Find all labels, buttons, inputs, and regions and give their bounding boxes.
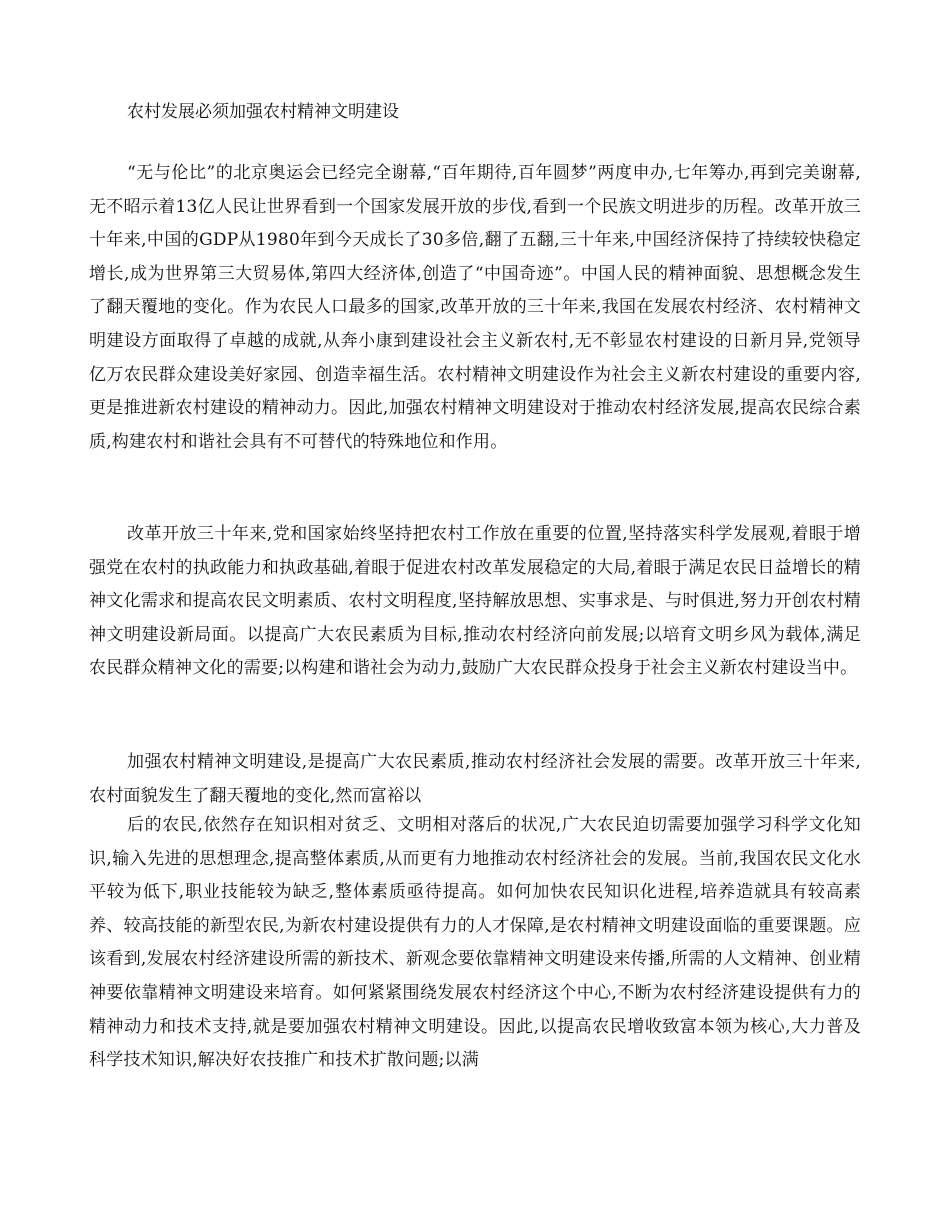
paragraph: 后的农民,依然存在知识相对贫乏、文明相对落后的状况,广大农民迫切需要加强学习科学文化知识,输入先进的思想理念,提高整体素质,从而更有力地推动农村经济社会的发展。当前,我国农民文化水平较为低下,职业技能较为缺乏,整体素质亟待提高。如何加快农民知识化进程,培养造就具有较高素养、较高技能的新型农民,为新农村建设提供有力的人才保障,是农村精神文明建设面临的重要课题。应该看到,发展农村经济建设所需的新技术、新观念要依靠精神文明建设来传播,所需的人文精神、创业精神要依靠精神文明建设来培育。如何紧紧围绕发展农村经济这个中心,不断为农村经济建设提供有力的精神动力和技术支持,就是要加强农村精神文明建设。因此,以提高农民增收致富本领为核心,大力普及科学技术知识,解决好农技推广和技术扩散问题;以满 xyxy=(89,815,861,1071)
paragraph: 改革开放三十年来,党和国家始终坚持把农村工作放在重要的位置,坚持落实科学发展观,着眼于增强党在农村的执政能力和执政基础,着眼于促进农村改革发展稳定的大局,着眼于满足农民日益增长的精神文化需求和提高农民文明素质、农村文明程度,坚持解放思想、实事求是、与时俱进,努力开创农村精神文明建设新局面。以提高广大农民素质为目标,推动农村经济向前发展;以培育文明乡风为载体,满足农民群众精神文化的需要;以构建和谐社会为动力,鼓励广大农民群众投身于社会主义新农村建设当中。 xyxy=(89,524,861,679)
document-title: 农村发展必须加强农村精神文明建设 xyxy=(127,102,399,122)
paragraph: 加强农村精神文明建设,是提高广大农民素质,推动农村经济社会发展的需要。改革开放三十年来,农村面貌发生了翻天覆地的变化,然而富裕以 xyxy=(89,752,861,806)
paragraph: “无与伦比”的北京奥运会已经完全谢幕,“百年期待,百年圆梦”两度申办,七年筹办,再到完美谢幕,无不昭示着13亿人民让世界看到一个国家发展开放的步伐,看到一个民族文明进步的历程。改革开放三十年来,中国的GDP从1980年到今天成长了30多倍,翻了五翻,三十年来,中国经济保持了持续较快稳定增长,成为世界第三大贸易体,第四大经济体,创造了“中国奇迹”。中国人民的精神面貌、思想概念发生了翻天覆地的变化。作为农民人口最多的国家,改革开放的三十年来,我国在发展农村经济、农村精神文明建设方面取得了卓越的成就,从奔小康到建设社会主义新农村,无不彰显农村建设的日新月异,党领导亿万农民群众建设美好家园、创造幸福生活。农村精神文明建设作为社会主义新农村建设的重要内容,更是推进新农村建设的精神动力。因此,加强农村精神文明建设对于推动农村经济发展,提高农民综合素质,构建农村和谐社会具有不可替代的特殊地位和作用。 xyxy=(89,163,861,452)
